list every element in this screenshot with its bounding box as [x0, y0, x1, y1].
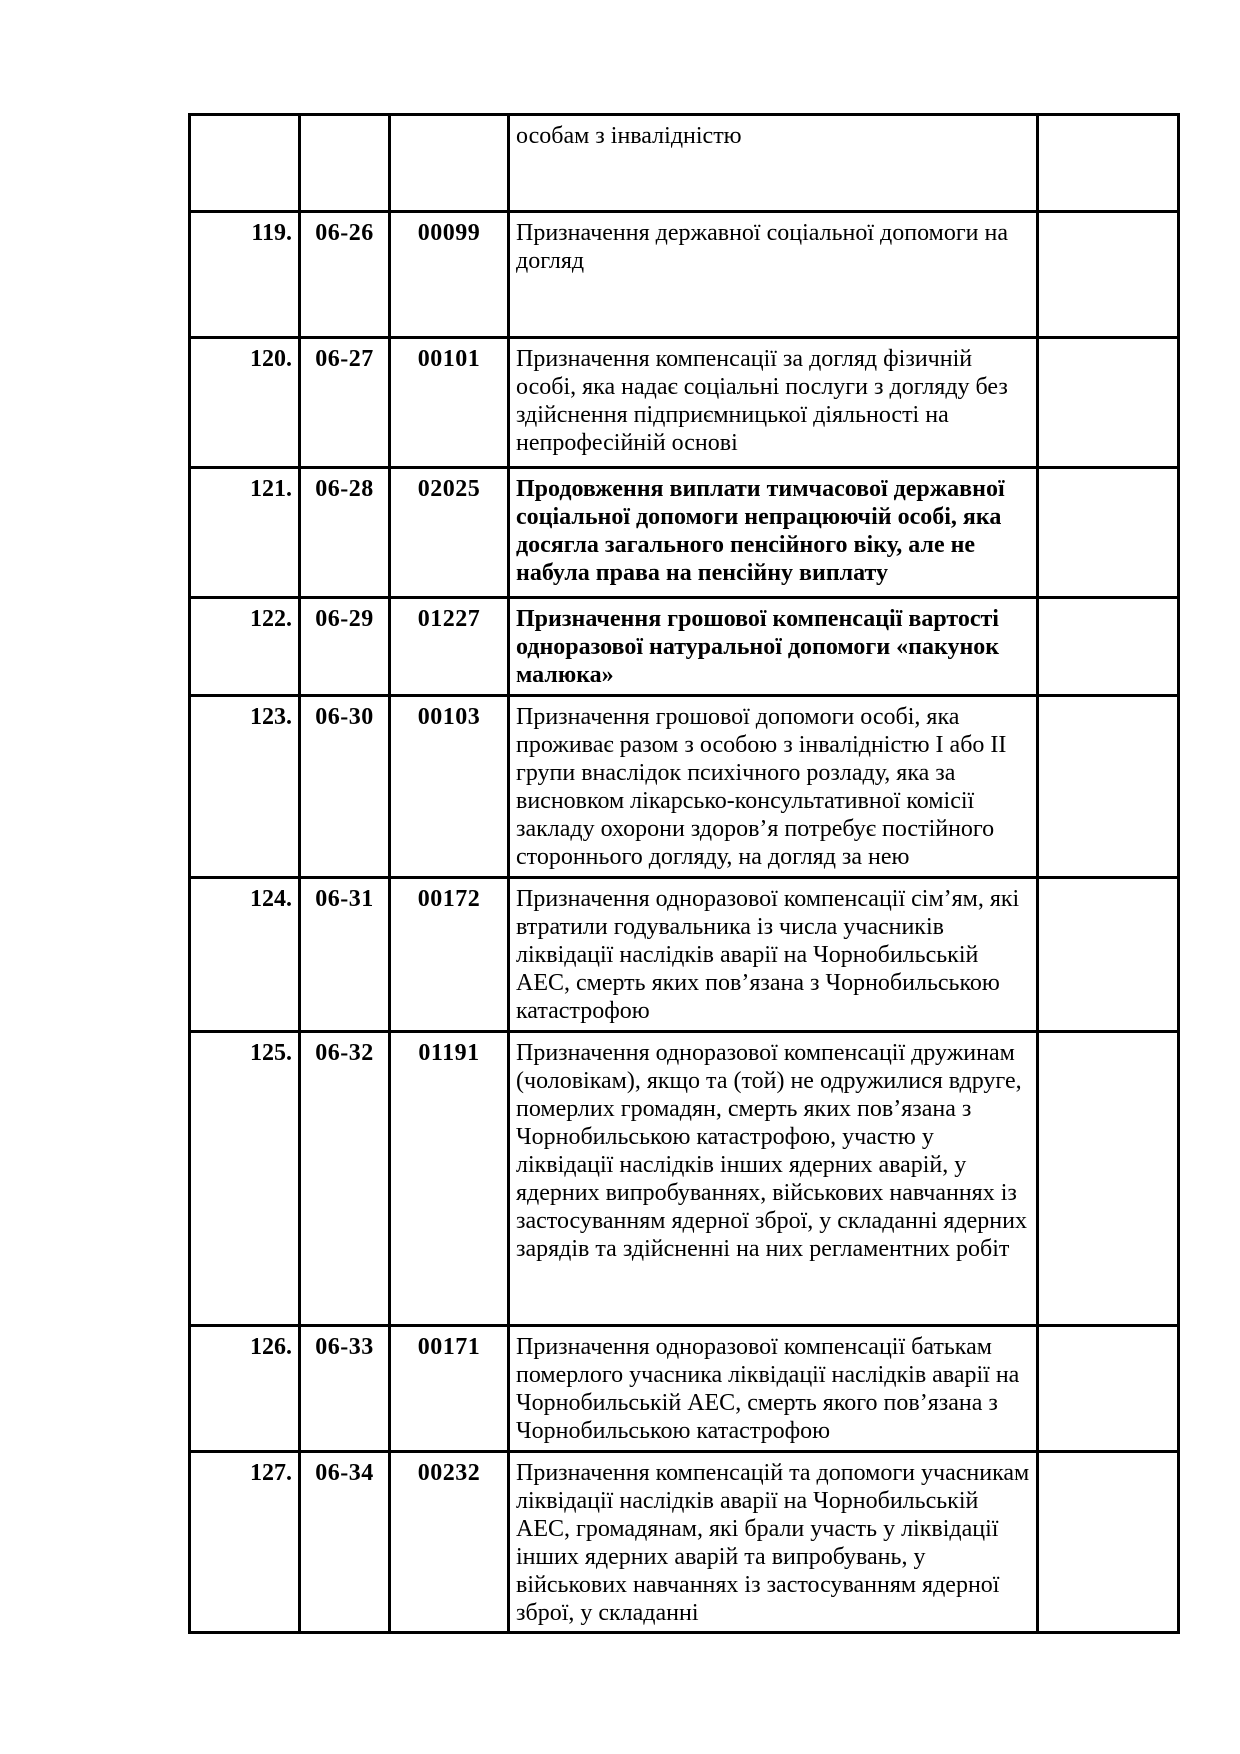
reception-code-cell: 06-30: [300, 696, 390, 878]
table-row: [190, 468, 1179, 598]
service-description-cell: Призначення компенсацій та допомоги учасникам ліквідації наслідків аварії на Чорнобильській АЕС, громадянам, які брали участь у ліквідації інших ядерних аварій та випробувань, у військових навчаннях із застосуванням ядерної зброї, у складанні: [509, 1452, 1038, 1633]
notes-cell: [1038, 468, 1179, 598]
row-number-cell: 126.: [190, 1326, 300, 1452]
services-table: [188, 113, 1180, 1634]
reception-code-cell: 06-31: [300, 878, 390, 1032]
table-row: [190, 1326, 1179, 1452]
service-code-cell: 00103: [390, 696, 509, 878]
service-description-cell: Призначення компенсації за догляд фізичній особі, яка надає соціальні послуги з догляду без здійснення підприємницької діяльності на непрофесійній основі: [509, 338, 1038, 468]
service-description-cell: Призначення одноразової компенсації сім’ям, які втратили годувальника із числа учасників ліквідації наслідків аварії на Чорнобильській АЕС, смерть яких пов’язана з Чорнобильською катастрофою: [509, 878, 1038, 1032]
table-row: [190, 115, 1179, 212]
notes-cell: [1038, 1032, 1179, 1326]
service-code-cell: 00172: [390, 878, 509, 1032]
table-row: [190, 598, 1179, 696]
row-number-cell: 124.: [190, 878, 300, 1032]
service-description-cell: Призначення грошової компенсації вартості одноразової натуральної допомоги «пакунок малюка»: [509, 598, 1038, 696]
row-number-cell: 120.: [190, 338, 300, 468]
service-code-cell: 00232: [390, 1452, 509, 1633]
service-description-cell: Призначення грошової допомоги особі, яка проживає разом з особою з інвалідністю І або ІІ групи внаслідок психічного розладу, яка за висновком лікарсько-консультативної комісії закладу охорони здоров’я потребує постійного стороннього догляду, на догляд за нею: [509, 696, 1038, 878]
services-table-body: [190, 115, 1179, 1633]
reception-code-cell: 06-27: [300, 338, 390, 468]
notes-cell: [1038, 115, 1179, 212]
row-number-cell: 122.: [190, 598, 300, 696]
reception-code-cell: 06-32: [300, 1032, 390, 1326]
service-code-cell: 01227: [390, 598, 509, 696]
table-row: [190, 696, 1179, 878]
service-code-cell: 00099: [390, 212, 509, 338]
row-number-cell: 125.: [190, 1032, 300, 1326]
table-row: [190, 878, 1179, 1032]
row-number-cell: [190, 115, 300, 212]
reception-code-cell: 06-28: [300, 468, 390, 598]
service-description-cell: Призначення одноразової компенсації батькам померлого учасника ліквідації наслідків аварії на Чорнобильській АЕС, смерть якого пов’язана з Чорнобильською катастрофою: [509, 1326, 1038, 1452]
row-number-cell: 123.: [190, 696, 300, 878]
reception-code-cell: [300, 115, 390, 212]
notes-cell: [1038, 878, 1179, 1032]
reception-code-cell: 06-29: [300, 598, 390, 696]
notes-cell: [1038, 696, 1179, 878]
table-row: [190, 338, 1179, 468]
notes-cell: [1038, 598, 1179, 696]
service-code-cell: [390, 115, 509, 212]
service-description-cell: Призначення одноразової компенсації дружинам (чоловікам), якщо та (той) не одружилися вдруге, померлих громадян, смерть яких пов’язана з Чорнобильською катастрофою, участю у ліквідації наслідків інших ядерних аварій, у ядерних випробуваннях, військових навчаннях із застосуванням ядерної зброї, у складанні ядерних зарядів та здійсненні на них регламентних робіт: [509, 1032, 1038, 1326]
service-code-cell: 01191: [390, 1032, 509, 1326]
reception-code-cell: 06-26: [300, 212, 390, 338]
row-number-cell: 127.: [190, 1452, 300, 1633]
reception-code-cell: 06-33: [300, 1326, 390, 1452]
row-number-cell: 119.: [190, 212, 300, 338]
reception-code-cell: 06-34: [300, 1452, 390, 1633]
notes-cell: [1038, 1452, 1179, 1633]
service-description-cell: Продовження виплати тимчасової державної соціальної допомоги непрацюючій особі, яка досягла загального пенсійного віку, але не набула права на пенсійну виплату: [509, 468, 1038, 598]
notes-cell: [1038, 1326, 1179, 1452]
service-code-cell: 02025: [390, 468, 509, 598]
service-description-cell: Призначення державної соціальної допомоги на догляд: [509, 212, 1038, 338]
notes-cell: [1038, 212, 1179, 338]
row-number-cell: 121.: [190, 468, 300, 598]
table-row: [190, 212, 1179, 338]
service-code-cell: 00101: [390, 338, 509, 468]
service-description-cell: особам з інвалідністю: [509, 115, 1038, 212]
notes-cell: [1038, 338, 1179, 468]
table-row: [190, 1032, 1179, 1326]
table-row: [190, 1452, 1179, 1633]
service-code-cell: 00171: [390, 1326, 509, 1452]
